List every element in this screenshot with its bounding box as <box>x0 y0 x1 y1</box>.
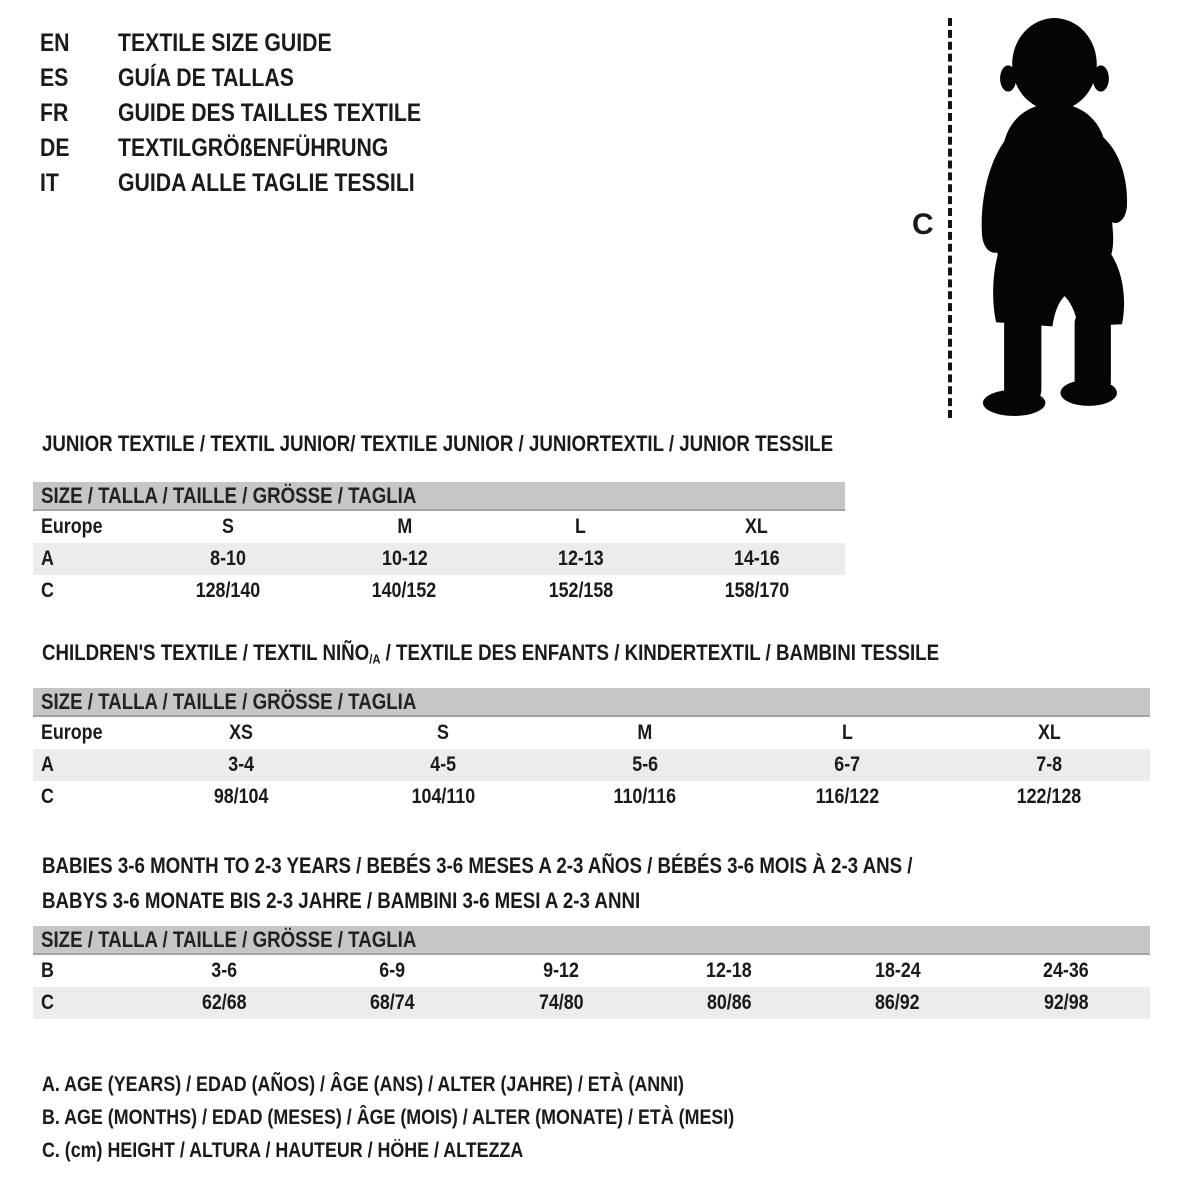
height-dashed-line <box>948 18 952 418</box>
size-header-bar: SIZE / TALLA / TAILLE / GRÖSSE / TAGLIA <box>33 926 1150 955</box>
table-row-c <box>33 781 1150 813</box>
table-cell: 4-5 <box>430 753 456 776</box>
language-code: IT <box>40 169 59 197</box>
table-cell: 8-10 <box>210 547 246 570</box>
babies-section-title <box>42 848 1066 918</box>
table-cell: 86/92 <box>875 991 920 1014</box>
toddler-silhouette-icon <box>972 10 1147 418</box>
language-code: DE <box>40 134 70 162</box>
table-cell: 6-9 <box>379 959 406 982</box>
table-cell: 3-6 <box>211 959 238 982</box>
language-title: GUIDE DES TAILLES TEXTILE <box>118 99 422 127</box>
table-cell: M <box>637 721 653 744</box>
table-row-b <box>33 955 1150 987</box>
row-label: A <box>41 753 54 776</box>
table-cell: 6-7 <box>834 753 860 776</box>
table-row-a <box>33 543 845 575</box>
table-row-europe <box>33 511 845 543</box>
language-row-de <box>40 131 475 166</box>
children-section-title: CHILDREN'S TEXTILE / TEXTIL $NIÑO_{/A}$ / TEXTILE DES ENFANTS / KINDERTEXTIL / BAMBINI TESSILE <box>42 640 940 667</box>
measure-legend <box>42 1068 856 1167</box>
table-cell: 10-12 <box>381 547 428 570</box>
row-label: C <box>41 991 54 1014</box>
row-label: C <box>41 785 54 808</box>
table-row-c <box>33 575 845 607</box>
babies-title-line-1: BABIES 3-6 MONTH TO 2-3 YEARS / BEBÉS 3-6 MESES A 2-3 AÑOS / BÉBÉS 3-6 MOIS À 2-3 ANS / <box>42 853 913 878</box>
language-row-en <box>40 26 475 61</box>
babies-size-table <box>33 926 1150 1019</box>
size-header-bar: SIZE / TALLA / TAILLE / GRÖSSE / TAGLIA <box>33 688 1150 717</box>
language-code: EN <box>40 29 70 57</box>
language-row-es <box>40 61 475 96</box>
table-cell: 140/152 <box>372 579 437 602</box>
table-cell: 116/122 <box>815 785 879 808</box>
size-header-bar: SIZE / TALLA / TAILLE / GRÖSSE / TAGLIA <box>33 482 845 511</box>
height-measure-figure <box>900 10 1190 424</box>
table-cell: XS <box>229 721 253 744</box>
table-cell: XL <box>745 515 769 538</box>
table-cell: S <box>222 515 235 538</box>
language-title: GUÍA DE TALLAS <box>118 64 294 92</box>
table-cell: 110/116 <box>613 785 677 808</box>
language-title: TEXTILGRÖßENFÜHRUNG <box>118 134 389 162</box>
table-cell: 122/128 <box>1016 785 1082 808</box>
legend-line-c: C. (cm) HEIGHT / ALTURA / HAUTEUR / HÖHE / ALTEZZA <box>42 1139 524 1162</box>
language-title: GUIDA ALLE TAGLIE TESSILI <box>118 169 415 197</box>
table-cell: 12-18 <box>706 959 752 982</box>
table-cell: 5-6 <box>632 753 658 776</box>
table-cell: 24-36 <box>1042 959 1089 982</box>
table-cell: 92/98 <box>1043 991 1089 1014</box>
table-cell: 62/68 <box>201 991 247 1014</box>
table-cell: 128/140 <box>195 579 261 602</box>
table-cell: 18-24 <box>874 959 921 982</box>
table-cell: 68/74 <box>370 991 415 1014</box>
table-row-a <box>33 749 1150 781</box>
nino-a-subscript: /A <box>369 651 381 667</box>
table-cell: M <box>396 515 412 538</box>
language-row-fr <box>40 96 475 131</box>
table-cell: 7-8 <box>1036 753 1062 776</box>
table-cell: 104/110 <box>411 785 475 808</box>
legend-line-a: A. AGE (YEARS) / EDAD (AÑOS) / ÂGE (ANS) / ALTER (JAHRE) / ETÀ (ANNI) <box>42 1073 684 1096</box>
table-cell: L <box>575 515 587 538</box>
table-cell: 152/158 <box>548 579 613 602</box>
table-cell: S <box>437 721 449 744</box>
table-cell: 3-4 <box>228 753 254 776</box>
language-guide-list <box>40 26 475 201</box>
language-code: FR <box>40 99 69 127</box>
table-cell: 158/170 <box>724 579 790 602</box>
language-code: ES <box>40 64 69 92</box>
height-measure-label: C <box>912 208 934 241</box>
table-cell: XL <box>1037 721 1061 744</box>
table-cell: 74/80 <box>538 991 584 1014</box>
junior-size-table <box>33 482 845 607</box>
table-cell: 12-13 <box>557 547 604 570</box>
table-row-europe <box>33 717 1150 749</box>
row-label: Europe <box>41 721 103 744</box>
row-label: Europe <box>41 515 103 538</box>
table-cell: 80/86 <box>706 991 752 1014</box>
table-cell: L <box>841 721 853 744</box>
table-cell: 98/104 <box>213 785 269 808</box>
row-label: B <box>41 959 54 982</box>
row-label: A <box>41 547 54 570</box>
language-row-it <box>40 166 475 201</box>
table-cell: 9-12 <box>542 959 579 982</box>
junior-section-title: JUNIOR TEXTILE / TEXTIL JUNIOR/ TEXTILE JUNIOR / JUNIORTEXTIL / JUNIOR TESSILE <box>42 431 834 456</box>
legend-line-b: B. AGE (MONTHS) / EDAD (MESES) / ÂGE (MOIS) / ALTER (MONATE) / ETÀ (MESI) <box>42 1106 735 1129</box>
children-size-table <box>33 688 1150 813</box>
row-label: C <box>41 579 54 602</box>
table-cell: 14-16 <box>734 547 780 570</box>
babies-title-line-2: BABYS 3-6 MONATE BIS 2-3 JAHRE / BAMBINI 3-6 MESI A 2-3 ANNI <box>42 888 641 913</box>
table-row-c <box>33 987 1150 1019</box>
language-title: TEXTILE SIZE GUIDE <box>118 29 332 57</box>
